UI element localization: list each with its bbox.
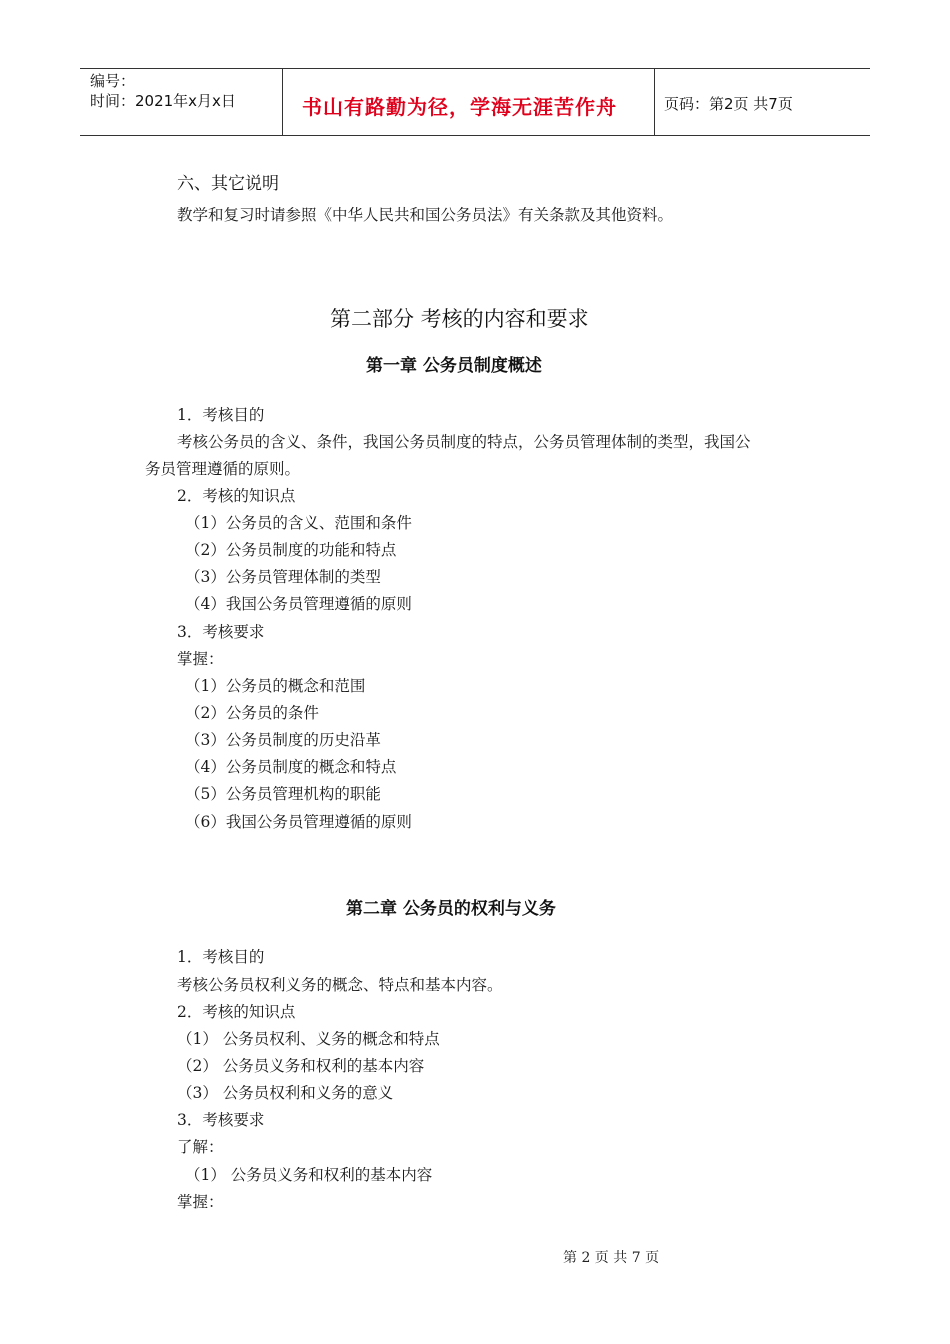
section-text: 教学和复习时请参照《中华人民共和国公务员法》有关条款及其他资料。 bbox=[177, 206, 674, 224]
list-item: 1．考核目的 bbox=[177, 948, 265, 966]
list-item: 了解： bbox=[177, 1138, 224, 1156]
list-item: 1．考核目的 bbox=[177, 406, 265, 424]
list-item: （1） 公务员权利、义务的概念和特点 bbox=[177, 1030, 440, 1048]
list-item: （5）公务员管理机构的职能 bbox=[185, 785, 381, 803]
page-footer: 第 2 页 共 7 页 bbox=[563, 1250, 660, 1266]
list-item: （3）公务员制度的历史沿革 bbox=[185, 731, 381, 749]
list-item: 2．考核的知识点 bbox=[177, 487, 296, 505]
list-item: （6）我国公务员管理遵循的原则 bbox=[185, 813, 412, 831]
list-item: 务员管理遵循的原则。 bbox=[145, 460, 301, 478]
header-motto: 书山有路勤为径，学海无涯苦作舟 bbox=[302, 95, 617, 119]
part-title: 第二部分 考核的内容和要求 bbox=[330, 307, 589, 331]
list-item: （2） 公务员义务和权利的基本内容 bbox=[177, 1057, 425, 1075]
header-page-label: 页码：第2页 共7页 bbox=[664, 95, 793, 113]
list-item: 3．考核要求 bbox=[177, 1111, 265, 1129]
list-item: 3．考核要求 bbox=[177, 623, 265, 641]
header-top-rule bbox=[80, 68, 870, 69]
chapter-title: 第一章 公务员制度概述 bbox=[366, 356, 542, 376]
list-item: （1） 公务员义务和权利的基本内容 bbox=[185, 1166, 433, 1184]
header-bottom-rule bbox=[80, 135, 870, 136]
list-item: （4）我国公务员管理遵循的原则 bbox=[185, 595, 412, 613]
list-item: （2）公务员的条件 bbox=[185, 704, 319, 722]
list-item: 考核公务员权利义务的概念、特点和基本内容。 bbox=[177, 976, 503, 994]
section-title: 六、其它说明 bbox=[177, 174, 279, 194]
list-item: （2）公务员制度的功能和特点 bbox=[185, 541, 397, 559]
list-item: （1）公务员的含义、范围和条件 bbox=[185, 514, 412, 532]
list-item: 掌握： bbox=[177, 1193, 224, 1211]
list-item: 考核公务员的含义、条件，我国公务员制度的特点，公务员管理体制的类型，我国公 bbox=[177, 433, 751, 451]
list-item: （1）公务员的概念和范围 bbox=[185, 677, 366, 695]
list-item: （3）公务员管理体制的类型 bbox=[185, 568, 381, 586]
header-divider-right bbox=[654, 68, 655, 135]
header-time-label: 时间：2021年x月x日 bbox=[90, 92, 236, 110]
header-divider-left bbox=[282, 68, 283, 135]
header-number-label: 编号： bbox=[90, 72, 136, 90]
list-item: 2．考核的知识点 bbox=[177, 1003, 296, 1021]
chapter-title: 第二章 公务员的权利与义务 bbox=[346, 899, 556, 919]
list-item: 掌握： bbox=[177, 650, 224, 668]
list-item: （3） 公务员权利和义务的意义 bbox=[177, 1084, 394, 1102]
list-item: （4）公务员制度的概念和特点 bbox=[185, 758, 397, 776]
